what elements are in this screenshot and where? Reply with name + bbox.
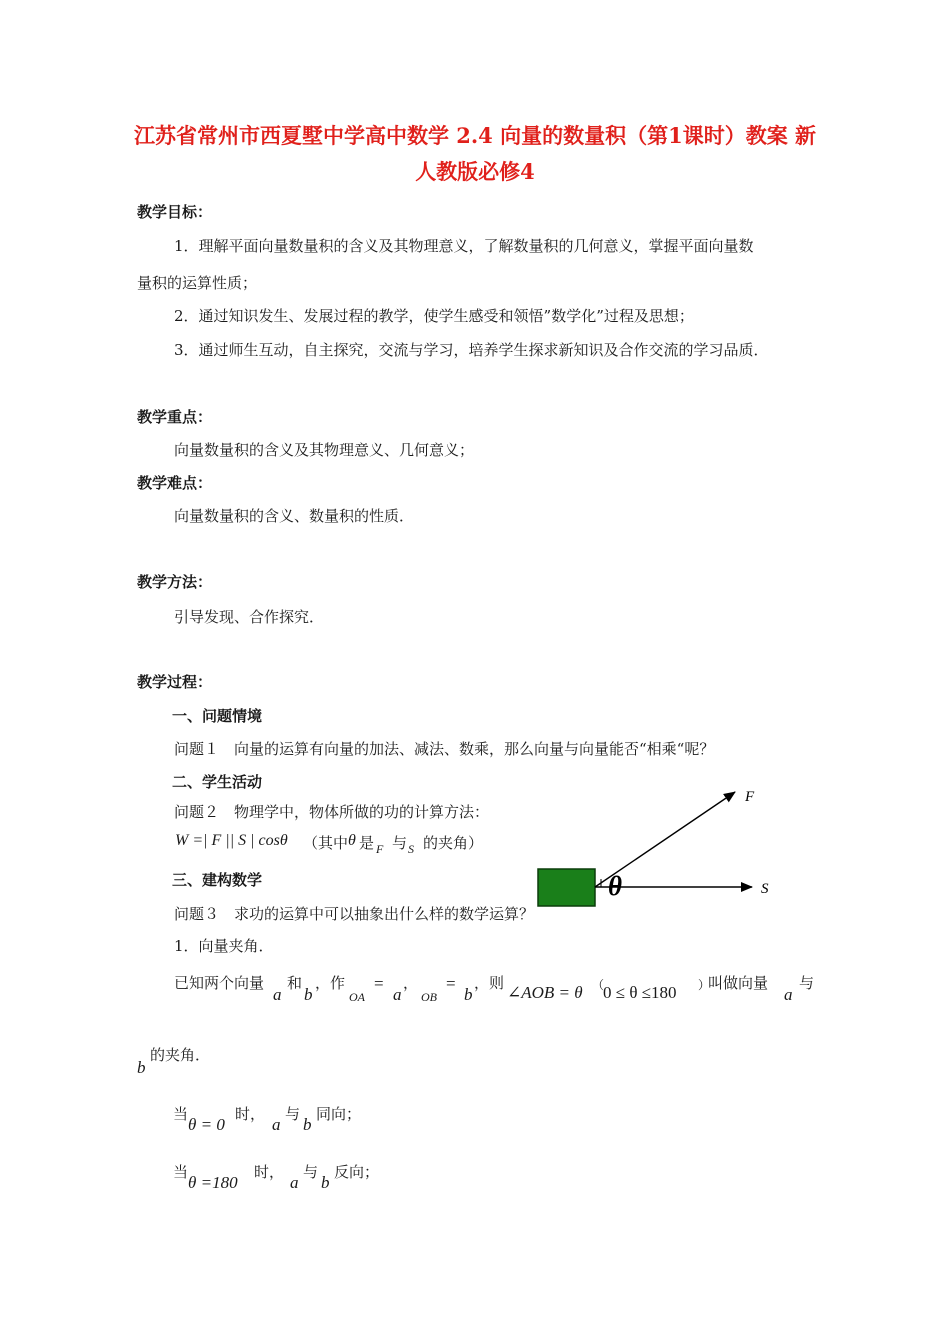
object-box [538, 869, 595, 906]
work-note-close: 的夹角） [423, 834, 484, 852]
work-note-is: 是 [359, 834, 375, 852]
comma-1: ， [403, 974, 419, 992]
case-1-vector-a: a [272, 1115, 281, 1134]
definition-make: ，作 [315, 974, 346, 992]
work-note-open: （其中 [303, 834, 349, 852]
vector-ob: OB [421, 990, 437, 1004]
section-3-heading: 三、建构数学 [172, 871, 263, 889]
case-1-prefix: 当 [173, 1105, 189, 1123]
method-text: 引导发现、合作探究． [174, 608, 325, 626]
range-open: （ [592, 978, 605, 992]
vector-a-3: a [784, 985, 793, 1004]
document-title: 江苏省常州市西夏墅中学高中数学 2.4 向量的数量积（第1课时）教案 新人教版必修4 [133, 123, 817, 184]
subsection-vector-angle: 1．向量夹角． [174, 937, 274, 955]
method-heading: 教学方法： [137, 573, 213, 591]
equals-ob: = [446, 974, 456, 993]
vector-b-2: b [464, 985, 473, 1004]
vector-s-symbol: S [408, 842, 414, 856]
process-heading: 教学过程： [137, 673, 213, 691]
range-close: ） [698, 978, 711, 992]
theta-symbol: θ [348, 832, 356, 849]
case-2-prefix: 当 [173, 1163, 189, 1181]
case-1-when: 时， [235, 1105, 266, 1123]
question-3: 问题３ 求功的运算中可以抽象出什么样的数学运算？ [174, 905, 535, 923]
work-formula-text: W =| F || S | cosθ [175, 832, 288, 849]
question-1: 问题１ 向量的运算有向量的加法、减法、数乘，那么向量与向量能否“相乘“呢？ [174, 740, 715, 758]
difficulty-text: 向量数量积的含义、数量积的性质． [174, 507, 415, 525]
case-2-with: 与 [303, 1163, 319, 1181]
objective-1-line-2: 量积的运算性质； [137, 274, 258, 292]
objective-3: 3．通过师生互动，自主探究，交流与学习，培养学生探求新知识及合作交流的学习品质． [174, 341, 769, 359]
definition-then: ，则 [474, 974, 505, 992]
equals-oa: = [374, 974, 384, 993]
case-2-vector-a: a [290, 1173, 299, 1192]
displacement-label: S [761, 881, 769, 897]
force-label: F [745, 789, 755, 805]
objective-2: 2．通过知识发生、发展过程的教学，使学生感受和领悟”数学化”过程及思想； [174, 307, 694, 325]
definition-end: 的夹角． [150, 1046, 211, 1064]
case-1-with: 与 [285, 1105, 301, 1123]
work-note-and: 与 [392, 834, 408, 852]
difficulty-heading: 教学难点： [137, 474, 213, 492]
case-2-vector-b: b [321, 1173, 330, 1192]
case-1-condition: θ = 0 [188, 1115, 225, 1134]
objective-1-line-1: 1．理解平面向量数量积的含义及其物理意义，了解数量积的几何意义，掌握平面向量数 [174, 237, 754, 255]
definition-called: 叫做向量 [708, 974, 769, 992]
question-2: 问题２ 物理学中，物体所做的功的计算方法： [174, 803, 490, 821]
keypoint-heading: 教学重点： [137, 408, 213, 426]
definition-lead: 已知两个向量 [174, 974, 265, 992]
angle-aob: ∠AOB = θ [507, 983, 583, 1002]
section-2-heading: 二、学生活动 [172, 773, 263, 791]
vector-a: a [273, 985, 282, 1004]
vector-oa: OA [349, 990, 365, 1004]
vector-a-2: a [393, 985, 402, 1004]
case-2-result: 反向； [334, 1163, 380, 1181]
angle-label: θ [608, 871, 623, 901]
vector-f-symbol: F [376, 842, 384, 856]
case-2-condition: θ =180 [188, 1173, 238, 1192]
section-1-heading: 一、问题情境 [172, 707, 263, 725]
case-2-when: 时， [254, 1163, 285, 1181]
definition-and: 和 [287, 974, 303, 992]
case-1-result: 同向； [316, 1105, 362, 1123]
vector-b: b [304, 985, 313, 1004]
vector-b-3: b [137, 1058, 146, 1077]
definition-with: 与 [799, 974, 815, 992]
case-1-vector-b: b [303, 1115, 312, 1134]
keypoint-text: 向量数量积的含义及其物理意义、几何意义； [174, 441, 475, 459]
objectives-heading: 教学目标： [137, 203, 213, 221]
angle-range: 0 ≤ θ ≤180 [603, 983, 677, 1002]
